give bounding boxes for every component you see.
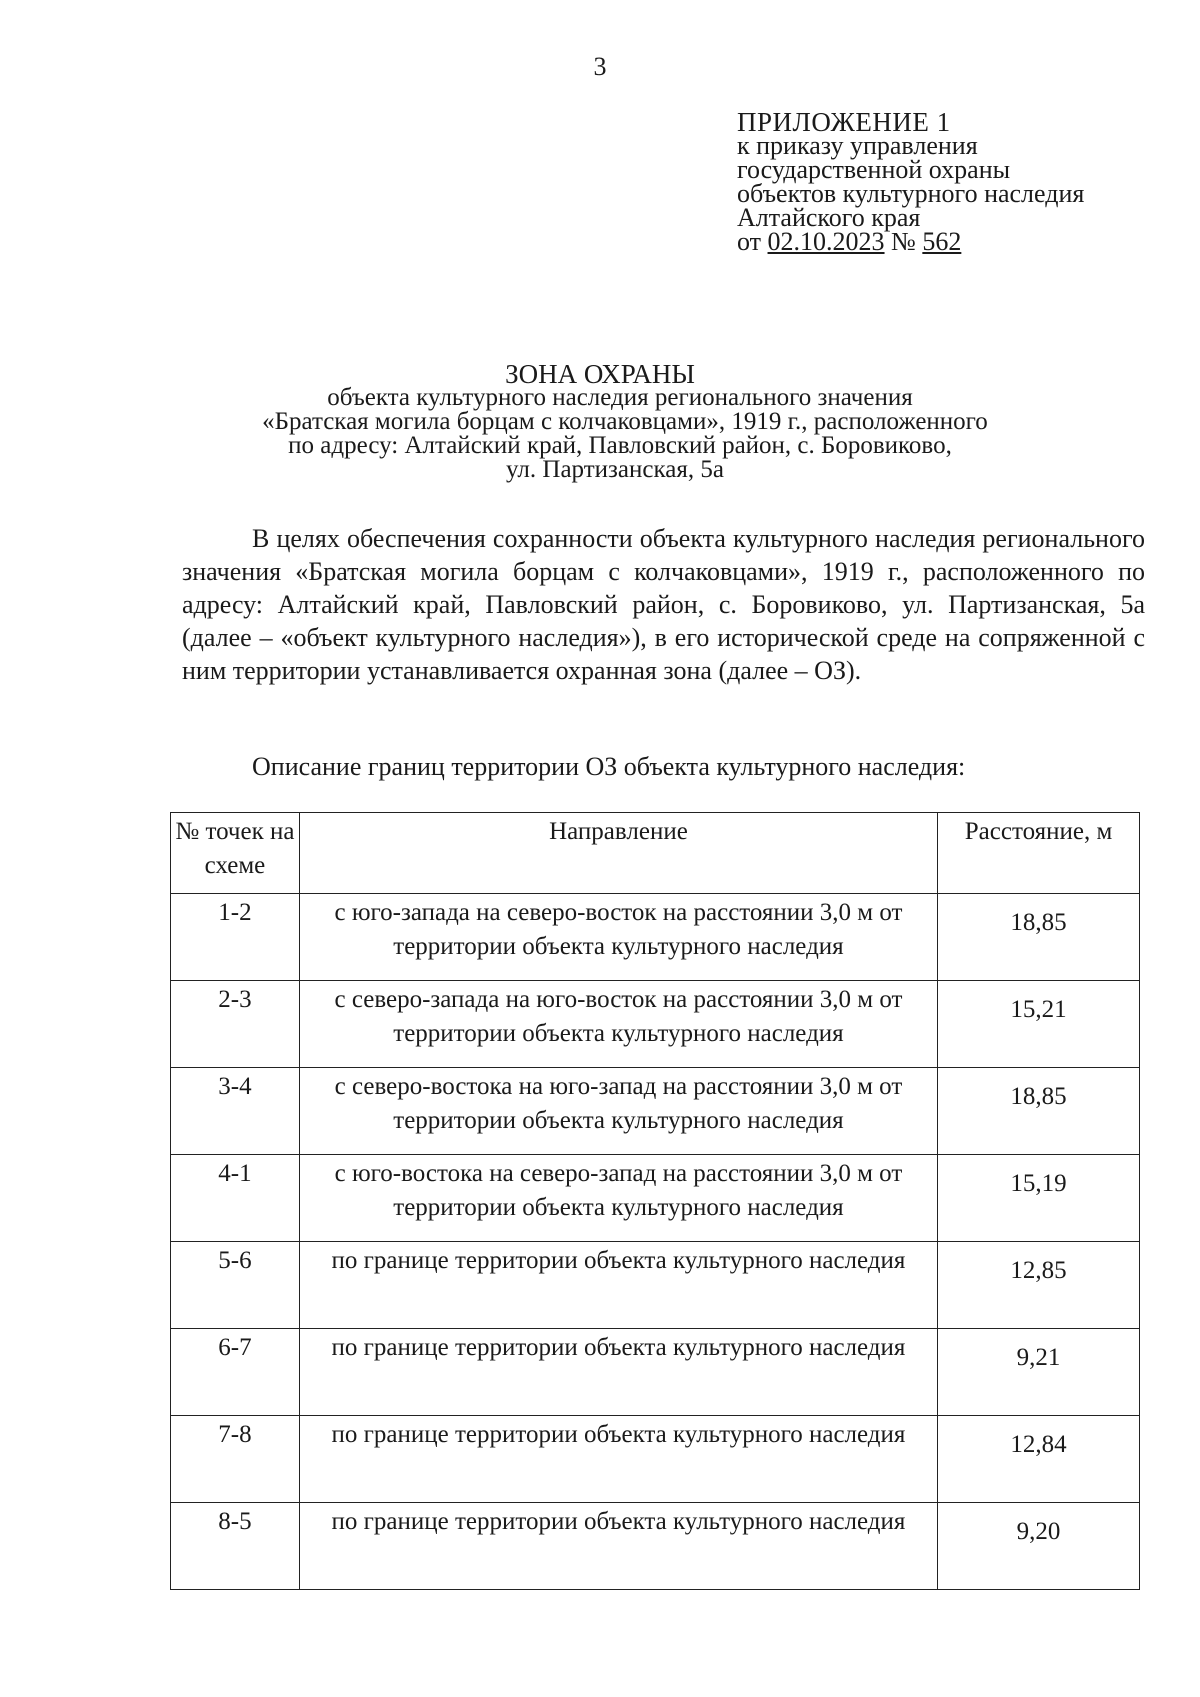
- cell-distance: 12,84: [938, 1416, 1140, 1503]
- zone-title: ЗОНА ОХРАНЫ: [505, 359, 695, 389]
- cell-direction: с северо-запада на юго-восток на расстоянии 3,0 м от территории объекта культурного наследия: [299, 981, 937, 1068]
- table-row: [171, 1068, 1140, 1155]
- table-row: [171, 981, 1140, 1068]
- zone-line-4: ул. Партизанская, 5а: [506, 456, 724, 483]
- cell-points: 3-4: [171, 1068, 300, 1155]
- cell-points: 8-5: [171, 1503, 300, 1590]
- table-row: [171, 1155, 1140, 1242]
- cell-distance: 9,20: [938, 1503, 1140, 1590]
- table-row: [171, 1416, 1140, 1503]
- appendix-line-4: Алтайского края: [737, 203, 921, 232]
- cell-points: 7-8: [171, 1416, 300, 1503]
- cell-points: 5-6: [171, 1242, 300, 1329]
- cell-points: 2-3: [171, 981, 300, 1068]
- cell-distance: 15,19: [938, 1155, 1140, 1242]
- zone-heading: [0, 359, 1200, 483]
- cell-points: 4-1: [171, 1155, 300, 1242]
- intro-text: В целях обеспечения сохранности объекта культурного наследия регионального значения «Братская могила борцам с колчаковцами», 1919 г., расположенного по адресу: Алтайский край, Павловский район, с. Боровиково, ул. Партизанская, 5а (далее – «объект культурного наследия»), в его исторической среде на сопряженной с ним территории устанавливается охранная зона (далее – ОЗ).: [182, 524, 1145, 685]
- cell-direction: с северо-востока на юго-запад на расстоянии 3,0 м от территории объекта культурного наследия: [299, 1068, 937, 1155]
- intro-paragraph: [182, 522, 1145, 687]
- table-row: [171, 1242, 1140, 1329]
- cell-points: 6-7: [171, 1329, 300, 1416]
- cell-distance: 12,85: [938, 1242, 1140, 1329]
- cell-distance: 18,85: [938, 1068, 1140, 1155]
- appendix-title: ПРИЛОЖЕНИЕ 1: [737, 107, 951, 137]
- cell-distance: 9,21: [938, 1329, 1140, 1416]
- header-points: № точек на схеме: [171, 813, 300, 894]
- cell-distance: 18,85: [938, 894, 1140, 981]
- cell-direction: по границе территории объекта культурного наследия: [299, 1416, 937, 1503]
- zone-line-1: объекта культурного наследия регионального значения: [327, 384, 913, 411]
- appendix-line-2: государственной охраны: [737, 155, 1011, 184]
- appendix-block: [737, 107, 1085, 256]
- header-direction: Направление: [299, 813, 937, 894]
- appendix-line-3: объектов культурного наследия: [737, 179, 1085, 208]
- cell-direction: с юго-запада на северо-восток на расстоянии 3,0 м от территории объекта культурного наследия: [299, 894, 937, 981]
- table-caption: Описание границ территории ОЗ объекта культурного наследия:: [252, 752, 966, 781]
- appendix-from-prefix: от: [737, 227, 762, 256]
- cell-direction: по границе территории объекта культурного наследия: [299, 1329, 937, 1416]
- appendix-date: 02.10.2023: [767, 227, 885, 256]
- appendix-number: 562: [922, 227, 962, 256]
- cell-direction: по границе территории объекта культурного наследия: [299, 1503, 937, 1590]
- zone-line-3: по адресу: Алтайский край, Павловский район, с. Боровиково,: [288, 432, 952, 459]
- cell-distance: 15,21: [938, 981, 1140, 1068]
- boundaries-table: [170, 812, 1140, 1590]
- table-header-row: [171, 813, 1140, 894]
- cell-direction: с юго-востока на северо-запад на расстоянии 3,0 м от территории объекта культурного наследия: [299, 1155, 937, 1242]
- table-row: [171, 1503, 1140, 1590]
- appendix-date-line: [737, 227, 1084, 256]
- appendix-number-prefix: №: [891, 227, 916, 256]
- header-distance: Расстояние, м: [938, 813, 1140, 894]
- cell-points: 1-2: [171, 894, 300, 981]
- cell-direction: по границе территории объекта культурного наследия: [299, 1242, 937, 1329]
- table-row: [171, 1329, 1140, 1416]
- appendix-line-1: к приказу управления: [737, 131, 978, 160]
- table-row: [171, 894, 1140, 981]
- zone-line-2: «Братская могила борцам с колчаковцами», 1919 г., расположенного: [262, 408, 988, 435]
- page-number: 3: [593, 52, 607, 81]
